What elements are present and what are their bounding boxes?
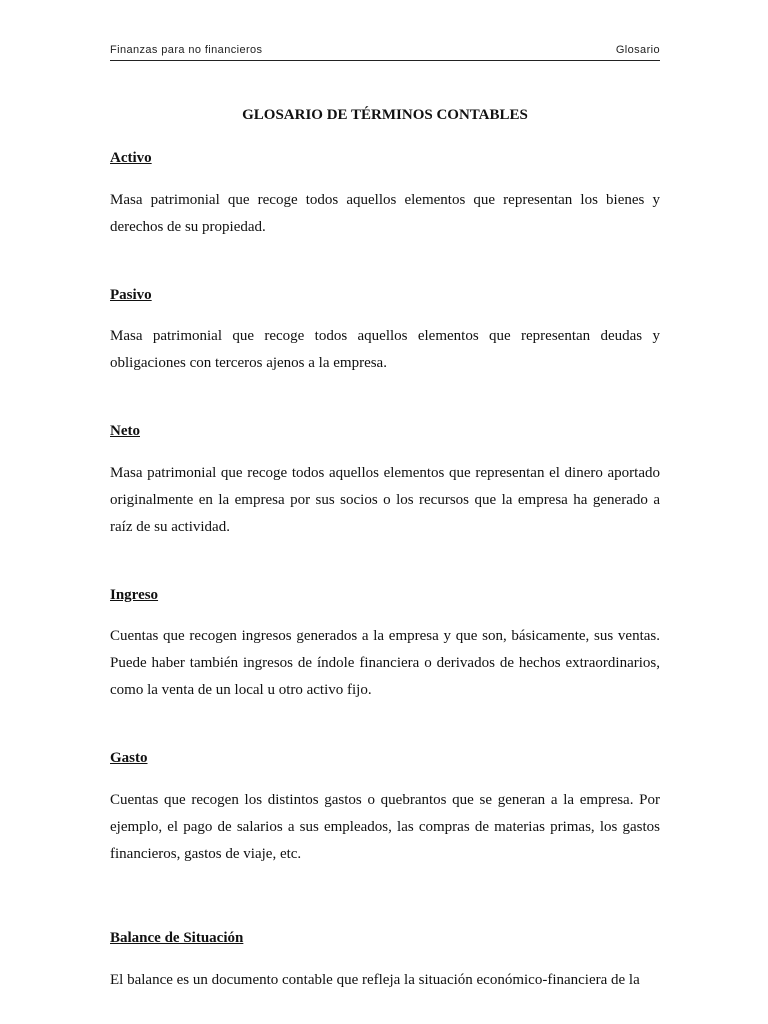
document-title: GLOSARIO DE TÉRMINOS CONTABLES: [242, 107, 528, 123]
term-neto: Neto: [110, 423, 140, 439]
running-header: [110, 44, 660, 61]
header-right-text: Glosario: [615, 44, 660, 56]
term-balance-de-situacion: Balance de Situación: [110, 930, 244, 946]
term-ingreso: Ingreso: [110, 587, 159, 603]
definition-balance-de-situacion: El balance es un documento contable que refleja la situación económico-financiera de la: [110, 972, 640, 988]
definition-neto: Masa patrimonial que recoge todos aquellos elementos que representan el dinero aportado originalmente en la empresa por sus socios o los recursos que la empresa ha generado a raíz de su actividad.: [110, 465, 660, 535]
term-gasto: Gasto: [110, 750, 148, 766]
definition-ingreso: Cuentas que recogen ingresos generados a la empresa y que son, básicamente, sus ventas. Puede haber también ingresos de índole financiera o derivados de hechos extraordinarios, como la venta de un local u otro activo fijo.: [110, 628, 660, 698]
header-left-text: Finanzas para no financieros: [110, 44, 263, 56]
definition-activo: Masa patrimonial que recoge todos aquellos elementos que representan los bienes y derechos de su propiedad.: [110, 192, 660, 235]
definition-pasivo: Masa patrimonial que recoge todos aquellos elementos que representan deudas y obligaciones con terceros ajenos a la empresa.: [110, 328, 660, 371]
definition-gasto: Cuentas que recogen los distintos gastos o quebrantos que se generan a la empresa. Por ejemplo, el pago de salarios a sus empleados, las compras de materias primas, los gastos financieros, gastos de viaje, etc.: [110, 792, 660, 862]
term-pasivo: Pasivo: [110, 287, 152, 303]
term-activo: Activo: [110, 150, 152, 166]
